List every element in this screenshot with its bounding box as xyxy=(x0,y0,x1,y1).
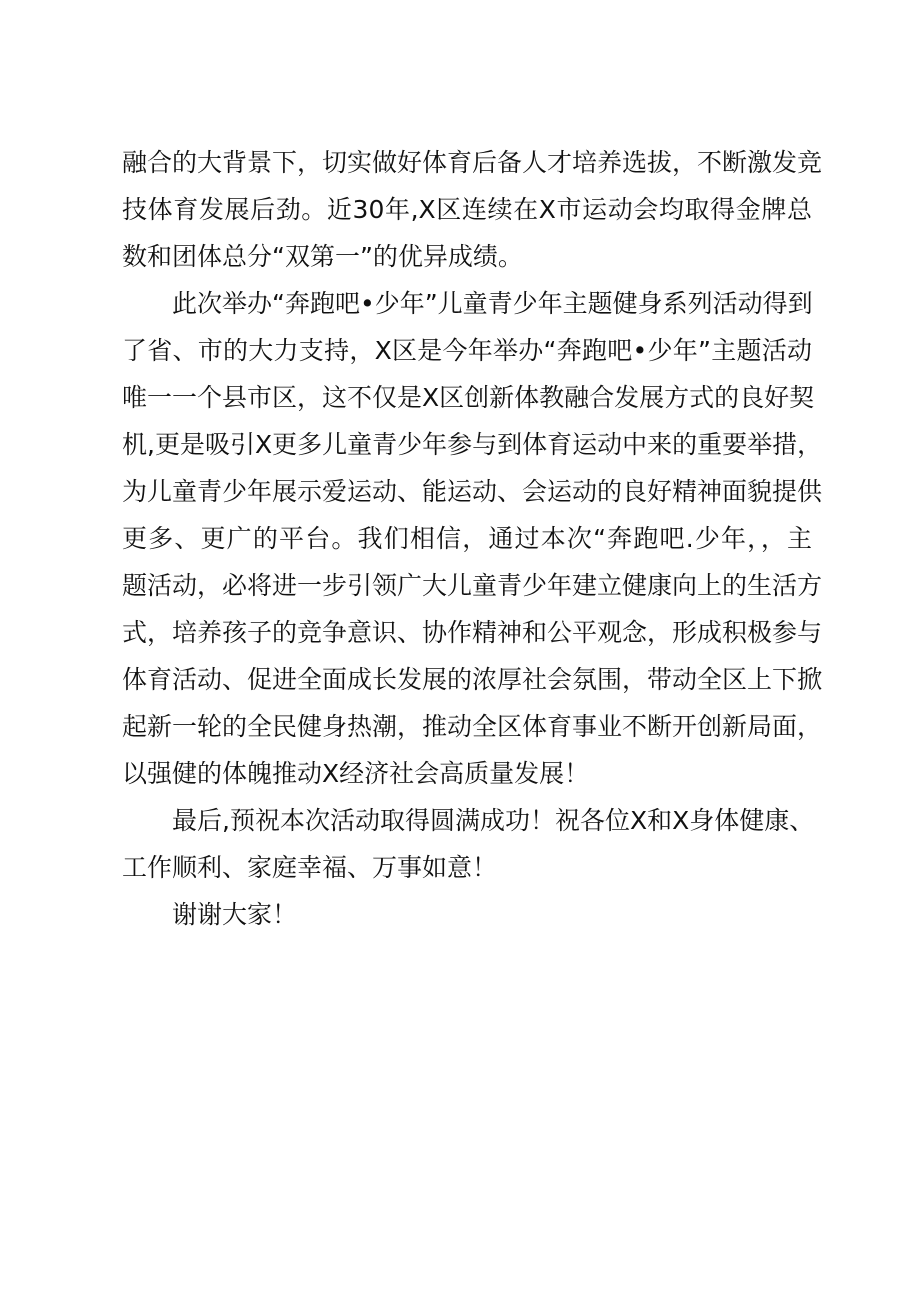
text-line: 技体育发展后劲。近30年,X区连续在X市运动会均取得金牌总 xyxy=(122,195,812,224)
text-line: 更多、更广的平台。我们相信，通过本次“奔跑吧.少年，，主 xyxy=(122,524,812,553)
text-line: 机,更是吸引X更多儿童青少年参与到体育运动中来的重要举措， xyxy=(122,430,823,459)
text-line: 体育活动、促进全面成长发展的浓厚社会氛围，带动全区上下掀 xyxy=(122,665,823,694)
text-line: 式，培养孩子的竞争意识、协作精神和公平观念，形成积极参与 xyxy=(122,618,823,647)
paragraph-1 xyxy=(122,139,823,280)
paragraph-4 xyxy=(122,891,812,938)
text-line: 此次举办“奔跑吧•少年”儿童青少年主题健身系列活动得到 xyxy=(172,289,813,318)
text-line: 唯一一个县市区，这不仅是X区创新体教融合发展方式的良好契 xyxy=(122,383,815,412)
text-line: 工作顺利、家庭幸福、万事如意！ xyxy=(122,853,498,882)
text-line: 最后,预祝本次活动取得圆满成功！祝各位X和X身体健康、 xyxy=(172,806,815,835)
text-line: 融合的大背景下，切实做好体育后备人才培养选拔，不断激发竞 xyxy=(122,148,823,177)
text-line: 为儿童青少年展示爱运动、能运动、会运动的良好精神面貌提供 xyxy=(122,477,823,506)
text-line: 题活动，必将进一步引领广大儿童青少年建立健康向上的生活方 xyxy=(122,571,823,600)
paragraph-2 xyxy=(122,280,823,797)
text-line: 以强健的体魄推动X经济社会高质量发展！ xyxy=(122,759,590,788)
text-line: 数和团体总分“双第一”的优异成绩。 xyxy=(122,242,523,271)
text-line: 谢谢大家！ xyxy=(172,900,298,929)
text-line: 起新一轮的全民健身热潮，推动全区体育事业不断开创新局面， xyxy=(122,712,823,741)
paragraph-3 xyxy=(122,797,815,891)
document-body xyxy=(122,139,823,938)
text-line: 了省、市的大力支持，X区是今年举办“奔跑吧•少年”主题活动 xyxy=(122,336,812,365)
